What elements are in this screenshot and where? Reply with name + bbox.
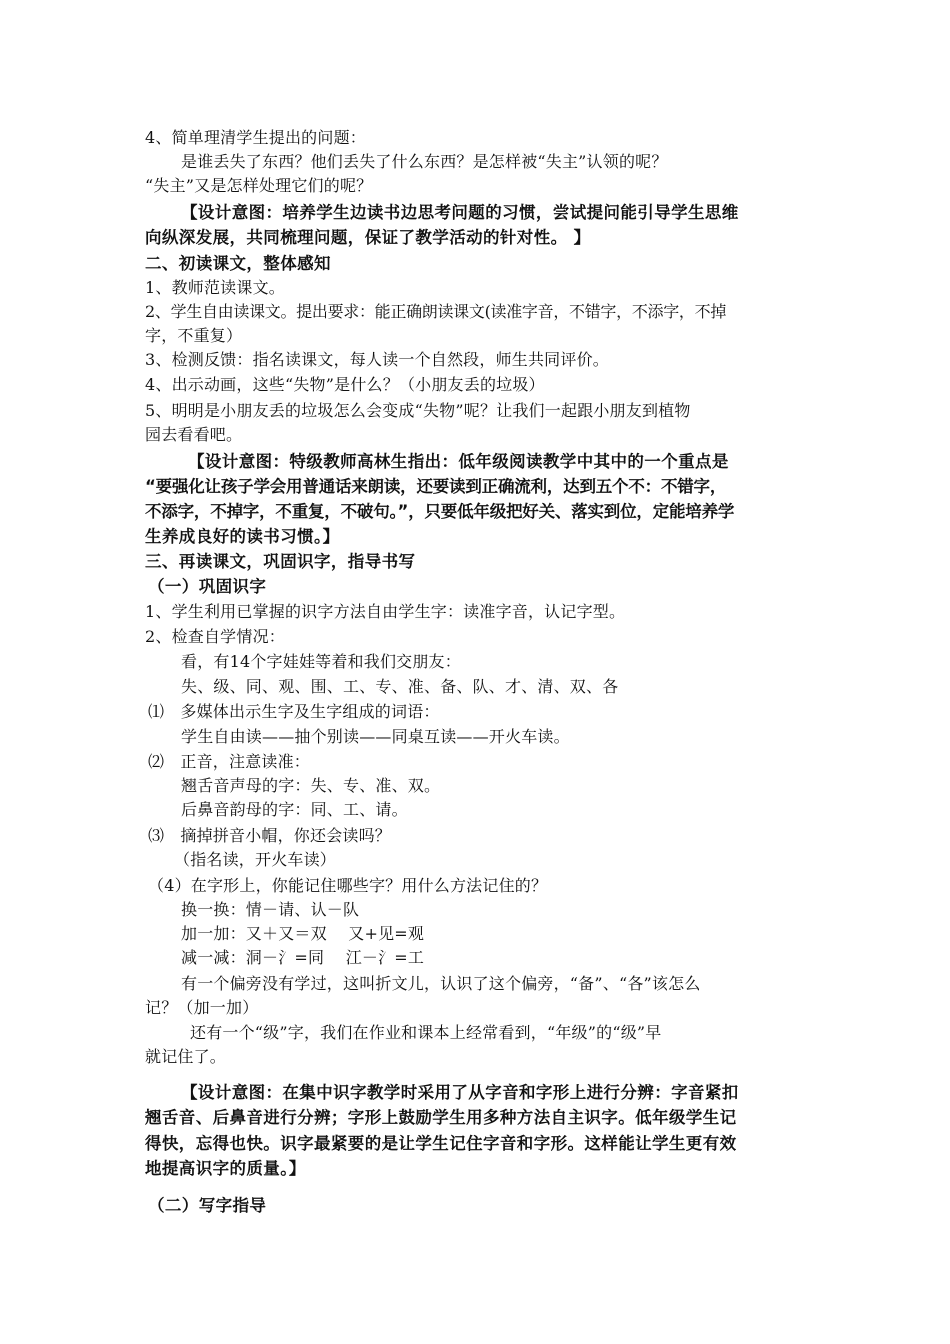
subsection-heading: （二）写字指导 (148, 1196, 267, 1215)
section-heading: 二、初读课文，整体感知 (145, 254, 331, 273)
text-line: 2、学生自由读课文。提出要求：能正确朗读课文(读准字音，不错字，不添字，不掉 (145, 302, 727, 321)
design-intent-heading: 【设计意图：在集中识字教学时采用了从字音和字形上进行分辨：字音紧扣 (181, 1083, 739, 1102)
text-line: 就记住了。 (145, 1047, 227, 1066)
text-line: ⑵ 正音，注意读准： (148, 752, 311, 771)
text-line: ⑴ 多媒体出示生字及生字组成的词语： (148, 702, 440, 721)
text-line: “失主”又是怎样处理它们的呢？ (145, 176, 373, 195)
text-line: 减一减：洞－氵=同 江－氵=工 (181, 948, 425, 967)
design-intent-heading: 【设计意图：特级教师高林生指出：低年级阅读教学中其中的一个重点是 (188, 452, 729, 471)
text-line: 2、检查自学情况： (145, 627, 285, 646)
design-intent-text: 向纵深发展，共同梳理问题，保证了教学活动的针对性。 】 (145, 228, 591, 247)
text-line: 是谁丢失了东西？他们丢失了什么东西？是怎样被“失主”认领的呢？ (181, 152, 668, 171)
text-line: 看，有14个字娃娃等着和我们交朋友： (181, 652, 461, 671)
text-line: （4）在字形上，你能记住哪些字？用什么方法记住的？ (148, 876, 548, 895)
text-line: 还有一个“级”字，我们在作业和课本上经常看到，“年级”的“级”早 (190, 1023, 662, 1042)
text-line: 4、出示动画，这些“失物”是什么？（小朋友丢的垃圾） (145, 375, 545, 394)
design-intent-heading: 【设计意图：培养学生边读书边思考问题的习惯，尝试提问能引导学生思维 (181, 203, 739, 222)
text-line: 5、明明是小朋友丢的垃圾怎么会变成“失物”呢？让我们一起跟小朋友到植物 (145, 401, 691, 420)
text-line: 园去看看吧。 (145, 425, 243, 444)
design-intent-text: 地提高识字的质量。】 (145, 1159, 306, 1178)
text-line: ⑶ 摘掉拼音小帽，你还会读吗？ (148, 826, 392, 845)
design-intent-text: 不添字，不掉字，不重复，不破句。”，只要低年级把好关、落实到位，定能培养学 (145, 502, 735, 521)
character-list: 失、级、同、观、围、工、专、准、备、队、才、清、双、各 (181, 677, 619, 696)
text-line: 学生自由读——抽个别读——同桌互读——开火车读。 (181, 727, 570, 746)
design-intent-text: 翘舌音、后鼻音进行分辨；字形上鼓励学生用多种方法自主识字。低年级学生记 (145, 1108, 737, 1127)
text-line: 翘舌音声母的字：失、专、准、双。 (181, 776, 441, 795)
text-line: 字，不重复） (145, 326, 243, 345)
text-line: 4、简单理清学生提出的问题： (145, 128, 366, 147)
text-line: 1、学生利用已掌握的识字方法自由学生字：读准字音，认记字型。 (145, 602, 626, 621)
text-line: 3、检测反馈：指名读课文，每人读一个自然段，师生共同评价。 (145, 350, 609, 369)
text-line: 后鼻音韵母的字：同、工、请。 (181, 800, 408, 819)
design-intent-text: 生养成良好的读书习惯。】 (145, 527, 340, 546)
text-line: 换一换：情－请、认－队 (181, 900, 360, 919)
design-intent-text: 得快，忘得也快。识字最紧要的是让学生记住字音和字形。这样能让学生更有效 (145, 1134, 737, 1153)
subsection-heading: （一）巩固识字 (148, 577, 267, 596)
design-intent-text: “要强化让孩子学会用普通话来朗读，还要读到正确流利，达到五个不：不错字， (145, 477, 727, 496)
text-line: 加一加：又＋又＝双 又+见=观 (181, 924, 425, 943)
text-line: 记？（加一加） (145, 998, 259, 1017)
text-line: 1、教师范读课文。 (145, 278, 285, 297)
text-line: （指名读，开火车读） (174, 850, 337, 869)
text-line: 有一个偏旁没有学过，这叫折文儿，认识了这个偏旁，“备”、“各”该怎么 (181, 974, 701, 993)
section-heading: 三、再读课文，巩固识字，指导书写 (145, 552, 416, 571)
